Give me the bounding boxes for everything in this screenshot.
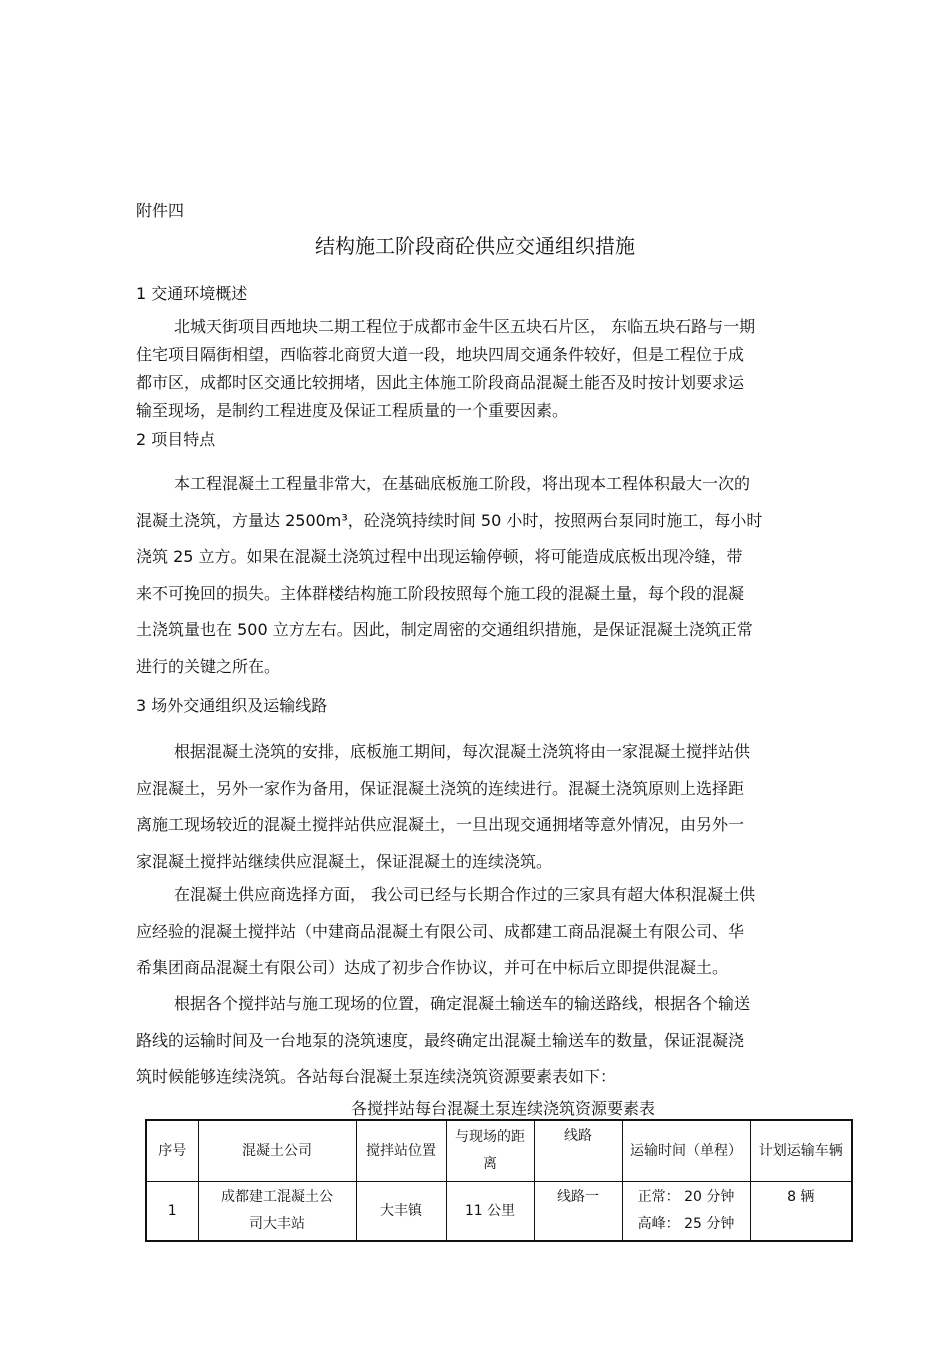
section-1-paragraph xyxy=(136,313,852,425)
paragraph-line: 根据混凝土浇筑的安排，底板施工期间，每次混凝土浇筑将由一家混凝土搅拌站供 xyxy=(174,742,751,761)
table-header-cell: 与现场的距离 xyxy=(446,1120,534,1182)
section-3-paragraph-3 xyxy=(136,986,852,1096)
table-cell xyxy=(622,1182,750,1242)
paragraph-line: 进行的关键之所在。 xyxy=(136,656,281,676)
table-header-cell: 线路 xyxy=(534,1120,622,1182)
section-2-heading: 2 项目特点 xyxy=(136,430,216,449)
table-header-cell: 搅拌站位置 xyxy=(356,1120,446,1182)
time-normal: 正常： 20 分钟 xyxy=(637,1189,735,1205)
paragraph-line: 本工程混凝土工程量非常大，在基础底板施工阶段，将出现本工程体积最大一次的 xyxy=(174,474,751,493)
paragraph-line: 都市区，成都时区交通比较拥堵，因此主体施工阶段商品混凝土能否及时按计划要求运 xyxy=(136,373,745,392)
paragraph-line: 根据各个搅拌站与施工现场的位置，确定混凝土输送车的输送路线，根据各个输送 xyxy=(174,994,751,1013)
section-3-paragraph-2 xyxy=(136,877,852,987)
paragraph-line: 应混凝土，另外一家作为备用，保证混凝土浇筑的连续进行。混凝土浇筑原则上选择距 xyxy=(136,778,745,798)
paragraph-line: 路线的运输时间及一台地泵的浇筑速度，最终确定出混凝土输送车的数量，保证混凝浇 xyxy=(136,1030,745,1050)
table-cell: 线路一 xyxy=(534,1182,622,1242)
table-title: 各搅拌站每台混凝土泵连续浇筑资源要素表 xyxy=(350,1099,655,1118)
paragraph-line: 家混凝土搅拌站继续供应混凝土，保证混凝土的连续浇筑。 xyxy=(136,851,553,871)
paragraph-line: 在混凝土供应商选择方面， 我公司已经与长期合作过的三家具有超大体积混凝土供 xyxy=(174,885,756,904)
appendix-label: 附件四 xyxy=(136,201,185,220)
paragraph-line: 浇筑 25 立方。如果在混凝土浇筑过程中出现运输停顿，将可能造成底板出现冷缝，带 xyxy=(136,547,743,566)
section-2-paragraph xyxy=(136,466,852,685)
table-header-cell: 混凝土公司 xyxy=(198,1120,356,1182)
paragraph-line: 希集团商品混凝土有限公司）达成了初步合作协议，并可在中标后立即提供混凝土。 xyxy=(136,958,729,977)
paragraph-line: 北城天街项目西地块二期工程位于成都市金牛区五块石片区， 东临五块石路与一期 xyxy=(174,317,756,336)
paragraph-line: 应经验的混凝土搅拌站（中建商品混凝土有限公司、成都建工商品混凝土有限公司、华 xyxy=(136,921,745,941)
table-cell: 成都建工混凝土公司大丰站 xyxy=(198,1182,356,1242)
section-1-heading: 1 交通环境概述 xyxy=(136,284,248,303)
table-header-row xyxy=(146,1120,852,1182)
table-header-cell: 运输时间（单程） xyxy=(622,1120,750,1182)
table-cell: 1 xyxy=(146,1182,198,1242)
section-3-heading: 3 场外交通组织及运输线路 xyxy=(136,696,328,715)
table-cell: 11 公里 xyxy=(446,1182,534,1242)
time-peak: 高峰： 25 分钟 xyxy=(637,1216,735,1232)
table-cell: 8 辆 xyxy=(750,1182,852,1242)
table-header-cell: 计划运输车辆 xyxy=(750,1120,852,1182)
paragraph-line: 来不可挽回的损失。主体群楼结构施工阶段按照每个施工段的混凝土量，每个段的混凝 xyxy=(136,583,745,603)
table-row xyxy=(146,1182,852,1242)
table-header-cell: 序号 xyxy=(146,1120,198,1182)
table-cell: 大丰镇 xyxy=(356,1182,446,1242)
resource-table xyxy=(145,1119,853,1242)
paragraph-line: 混凝土浇筑，方量达 2500m³，砼浇筑持续时间 50 小时，按照两台泵同时施工，每小时 xyxy=(136,510,763,530)
document-title: 结构施工阶段商砼供应交通组织措施 xyxy=(315,234,635,258)
paragraph-line: 输至现场，是制约工程进度及保证工程质量的一个重要因素。 xyxy=(136,401,569,420)
paragraph-line: 住宅项目隔街相望，西临蓉北商贸大道一段，地块四周交通条件较好，但是工程位于成 xyxy=(136,345,745,364)
paragraph-line: 土浇筑量也在 500 立方左右。因此，制定周密的交通组织措施，是保证混凝土浇筑正常 xyxy=(136,620,753,639)
paragraph-line: 离施工现场较近的混凝土搅拌站供应混凝土，一旦出现交通拥堵等意外情况，由另外一 xyxy=(136,815,745,834)
section-3-paragraph-1 xyxy=(136,734,852,880)
paragraph-line: 筑时候能够连续浇筑。各站每台混凝土泵连续浇筑资源要素表如下： xyxy=(136,1067,617,1086)
